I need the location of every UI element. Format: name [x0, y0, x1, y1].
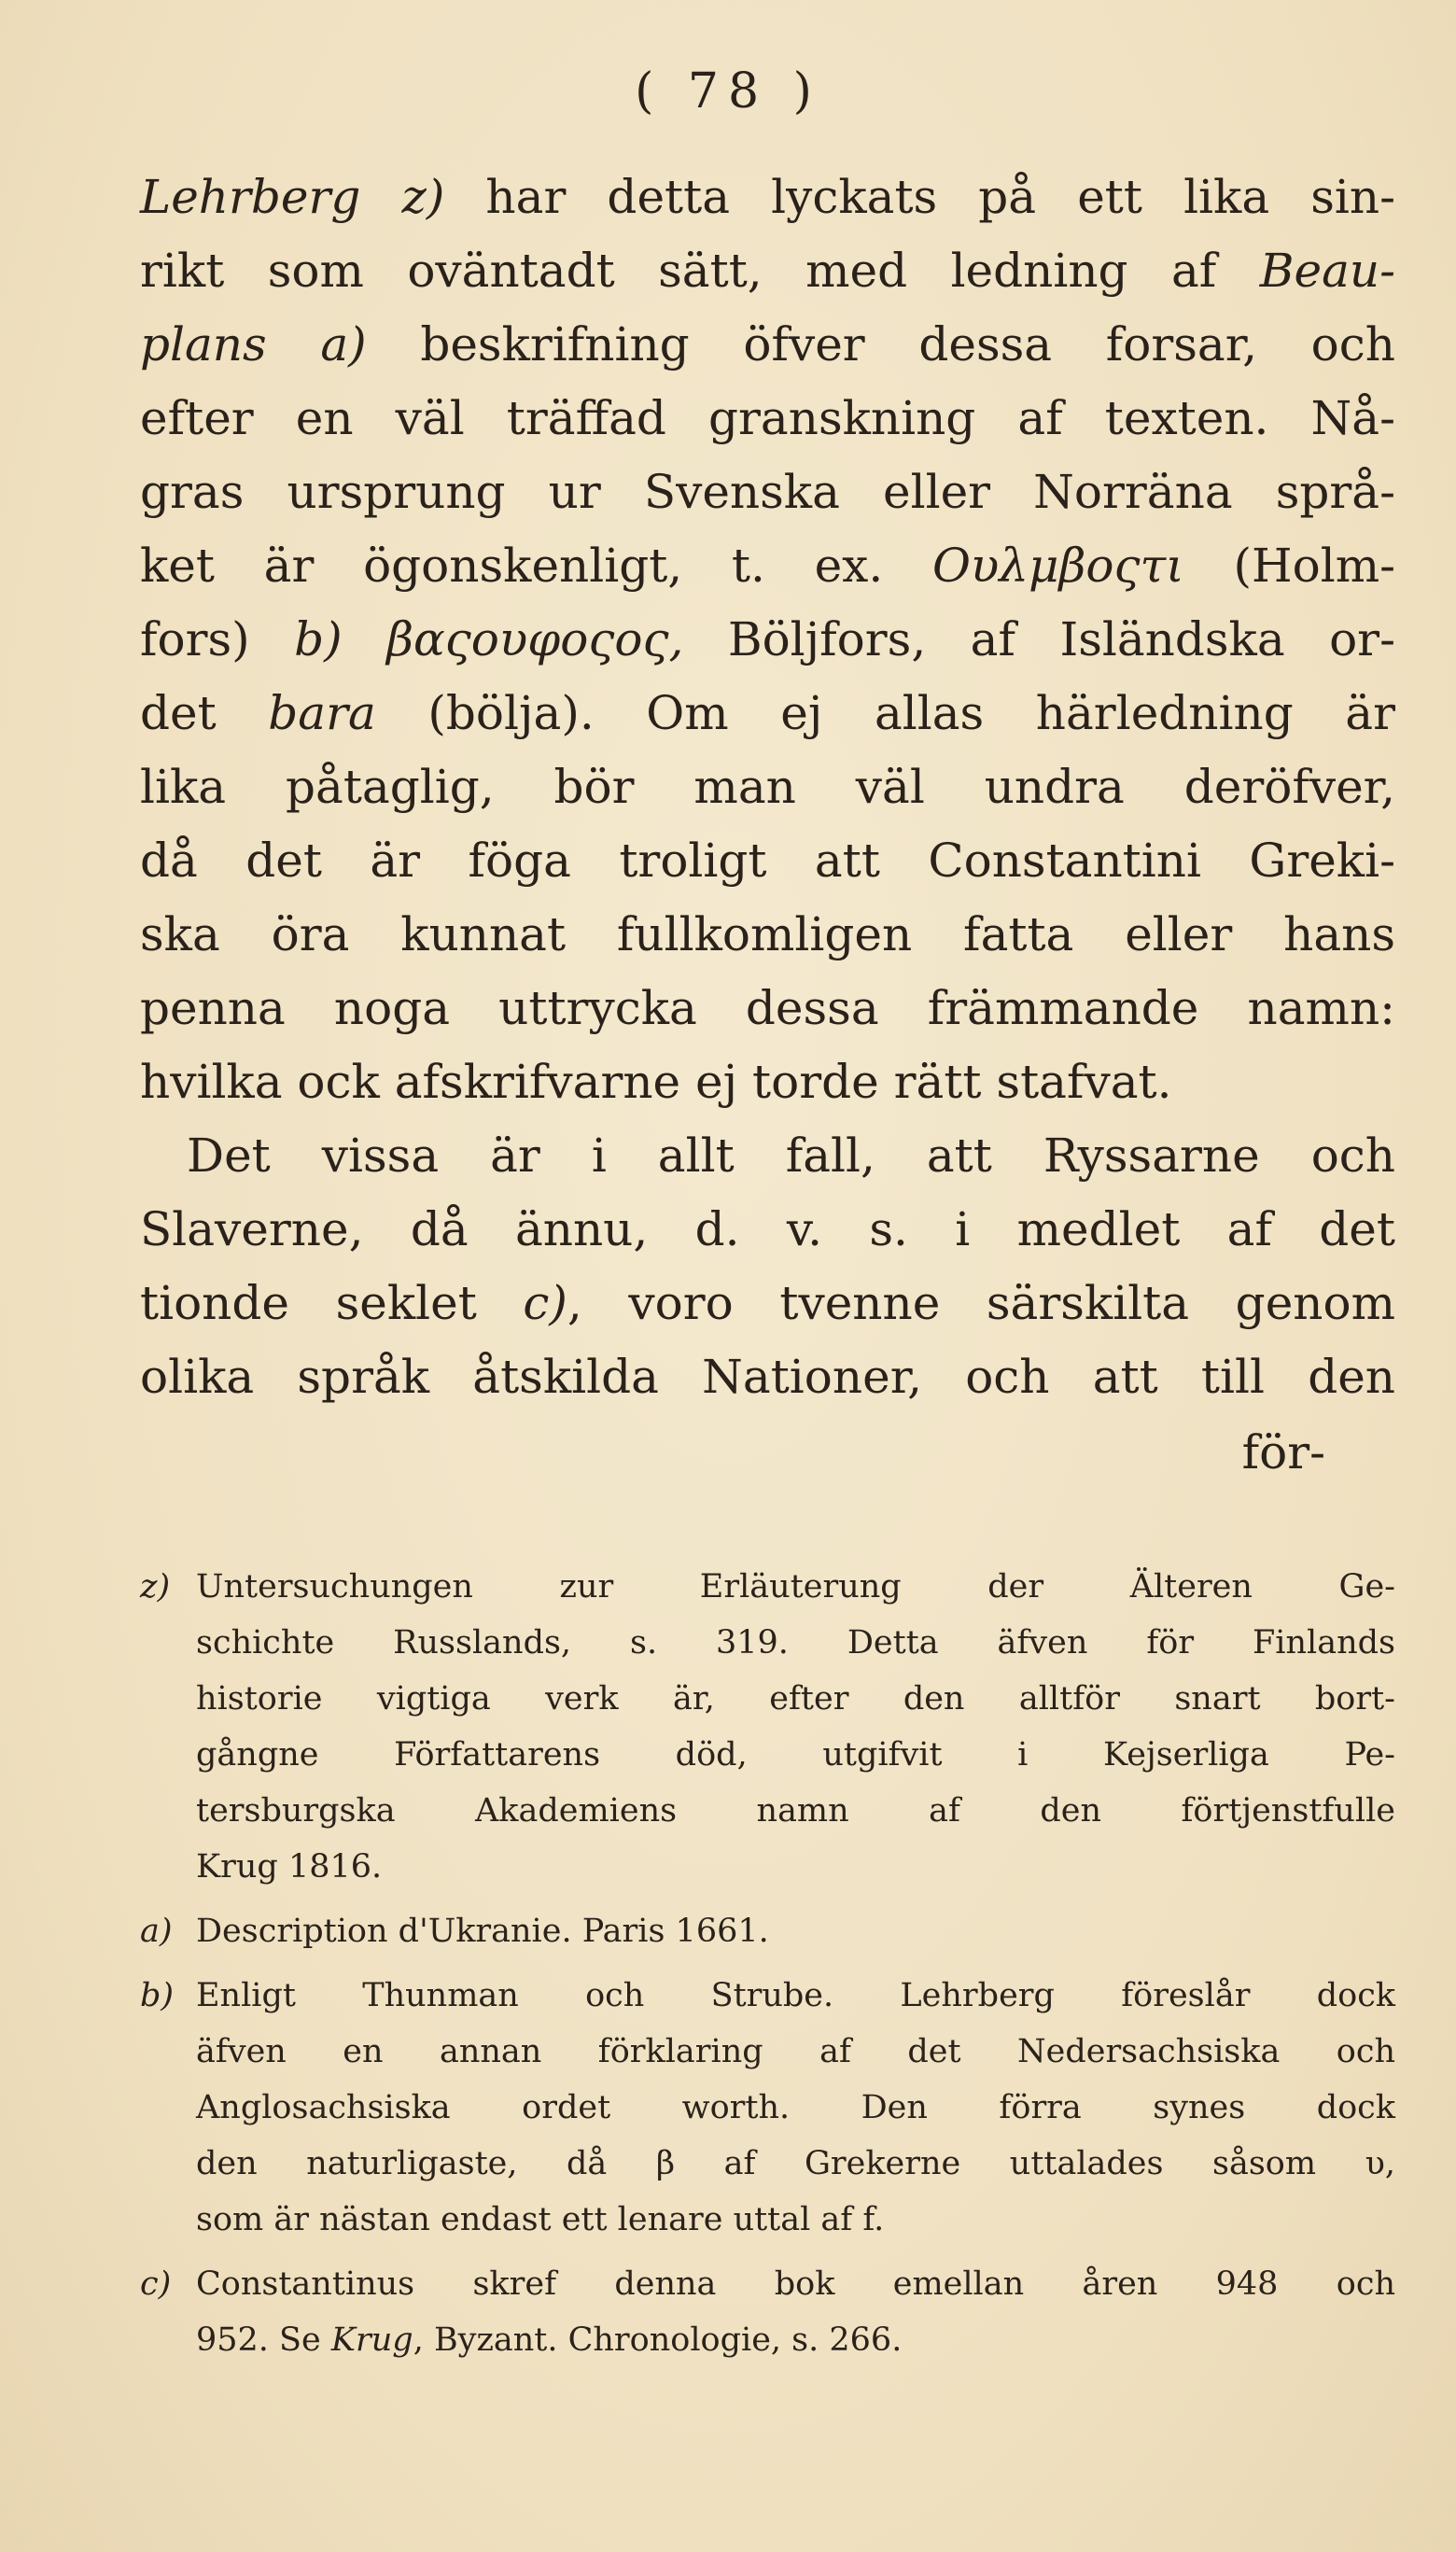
- text-line: [140, 382, 1395, 456]
- footnote-text: [196, 1559, 1395, 1895]
- footnote-line: [196, 1783, 1395, 1839]
- text-line: [140, 1267, 1395, 1340]
- footnote-line: [196, 2136, 1395, 2192]
- footnote-line: [196, 2256, 1395, 2312]
- text-line: [140, 1340, 1395, 1414]
- text-run: den naturligaste, då β af Grekerne uttalades såsom υ,: [196, 2145, 1395, 2182]
- footnote-mark: a): [140, 1913, 173, 1950]
- text-run: Untersuchungen zur Erläuterung der Älteren Ge-: [196, 1568, 1395, 1606]
- text-run: Description d'Ukranie. Paris 1661.: [196, 1913, 769, 1950]
- text-run: då det är föga troligt att Constantini Greki-: [140, 834, 1395, 888]
- footnote-line: [196, 1903, 1395, 1959]
- italic-run: b) βαςουφοςος,: [294, 612, 684, 666]
- italic-run: Krug: [330, 2321, 413, 2359]
- text-run: (bölja). Om ej allas härledning är: [375, 686, 1395, 740]
- italic-run: Lehrberg z): [140, 170, 445, 224]
- text-run: lika påtaglig, bör man väl undra deröfver,: [140, 760, 1395, 814]
- catchword: för-: [1241, 1425, 1325, 1479]
- text-run: ska öra kunnat fullkomligen fatta eller hans: [140, 907, 1395, 961]
- text-line: [140, 898, 1395, 972]
- text-run: schichte Russlands, s. 319. Detta äfven för Finlands: [196, 1624, 1395, 1662]
- footnote-line: [196, 1615, 1395, 1671]
- text-run: tersburgska Akademiens namn af den förtjenstfulle: [196, 1792, 1395, 1830]
- footnote-line: [196, 1968, 1395, 2024]
- text-line: [140, 456, 1395, 529]
- text-run: har detta lyckats på ett lika sin-: [444, 170, 1395, 224]
- text-line: [140, 529, 1395, 603]
- footnotes: [140, 1559, 1395, 2377]
- footnote-line: [196, 1839, 1395, 1895]
- footnote: [140, 1903, 1395, 1959]
- footnote-line: [196, 2312, 1395, 2368]
- footnote-line: [196, 2080, 1395, 2136]
- footnote: [140, 1559, 1395, 1895]
- italic-run: bara: [268, 686, 376, 740]
- text-run: , voro tvenne särskilta genom: [567, 1276, 1395, 1330]
- footnote-mark: c): [140, 2265, 172, 2303]
- text-run: tionde seklet: [140, 1276, 524, 1330]
- footnote-line: [196, 1671, 1395, 1727]
- footnote-mark: z): [140, 1568, 171, 1606]
- footnote-line: [196, 2024, 1395, 2080]
- text-run: det: [140, 686, 269, 740]
- main-text: [140, 161, 1395, 1490]
- italic-run: Ουλμβοςτι: [931, 539, 1184, 593]
- footnote-line: [196, 2192, 1395, 2248]
- text-run: gras ursprung ur Svenska eller Norräna språ-: [140, 465, 1395, 519]
- text-line: [140, 750, 1395, 824]
- text-run: (Holm-: [1183, 539, 1395, 593]
- text-run: gångne Författarens död, utgifvit i Kejserliga Pe-: [196, 1736, 1395, 1774]
- footnote: [140, 1968, 1395, 2248]
- text-run: Böljfors, af Isländska or-: [683, 612, 1395, 666]
- paragraph-1: [140, 161, 1395, 1119]
- text-line: [140, 308, 1395, 382]
- text-run: Enligt Thunman och Strube. Lehrberg föreslår dock: [196, 1977, 1395, 2014]
- text-run: äfven en annan förklaring af det Nedersachsiska och: [196, 2033, 1395, 2070]
- text-run: Krug 1816.: [196, 1848, 383, 1886]
- text-line: [140, 603, 1395, 677]
- text-run: beskrifning öfver dessa forsar, och: [366, 317, 1395, 372]
- italic-run: c): [523, 1276, 567, 1330]
- text-run: som är nästan endast ett lenare uttal af f.: [196, 2201, 885, 2238]
- text-run: efter en väl träffad granskning af texten. Nå-: [140, 391, 1395, 445]
- text-run: Anglosachsiska ordet worth. Den förra synes dock: [196, 2089, 1395, 2126]
- text-line: [140, 824, 1395, 898]
- text-line: [140, 1045, 1395, 1119]
- italic-run: Beau-: [1259, 244, 1395, 298]
- footnote-line: [196, 1559, 1395, 1615]
- footnote-mark: b): [140, 1977, 175, 2014]
- text-run: Constantinus skref denna bok emellan åren 948 och: [196, 2265, 1395, 2303]
- text-run: , Byzant. Chronologie, s. 266.: [413, 2321, 903, 2359]
- italic-run: plans a): [140, 317, 367, 372]
- text-run: hvilka ock afskrifvarne ej torde rätt stafvat.: [140, 1055, 1172, 1109]
- text-line: [140, 1119, 1395, 1193]
- text-line: [140, 161, 1395, 234]
- text-run: 952. Se: [196, 2321, 331, 2359]
- text-line: [140, 972, 1395, 1045]
- text-run: ket är ögonskenligt, t. ex.: [140, 539, 932, 593]
- footnote-text: [196, 1903, 1395, 1959]
- text-line: [140, 677, 1395, 750]
- text-run: fors): [140, 612, 295, 666]
- page-number-header: ( 78 ): [635, 63, 821, 119]
- footnote-line: [196, 1727, 1395, 1783]
- text-run: rikt som oväntadt sätt, med ledning af: [140, 244, 1260, 298]
- text-run: Det vissa är i allt fall, att Ryssarne och: [187, 1129, 1395, 1183]
- text-line: [140, 1193, 1395, 1267]
- text-run: Slaverne, då ännu, d. v. s. i medlet af det: [140, 1202, 1395, 1256]
- text-run: olika språk åtskilda Nationer, och att till den: [140, 1350, 1395, 1404]
- footnote: [140, 2256, 1395, 2368]
- paragraph-2: [140, 1119, 1395, 1414]
- text-line: [140, 234, 1395, 308]
- footnote-text: [196, 2256, 1395, 2368]
- text-run: penna noga uttrycka dessa främmande namn:: [140, 981, 1395, 1035]
- text-run: historie vigtiga verk är, efter den alltför snart bort-: [196, 1680, 1395, 1718]
- footnote-text: [196, 1968, 1395, 2248]
